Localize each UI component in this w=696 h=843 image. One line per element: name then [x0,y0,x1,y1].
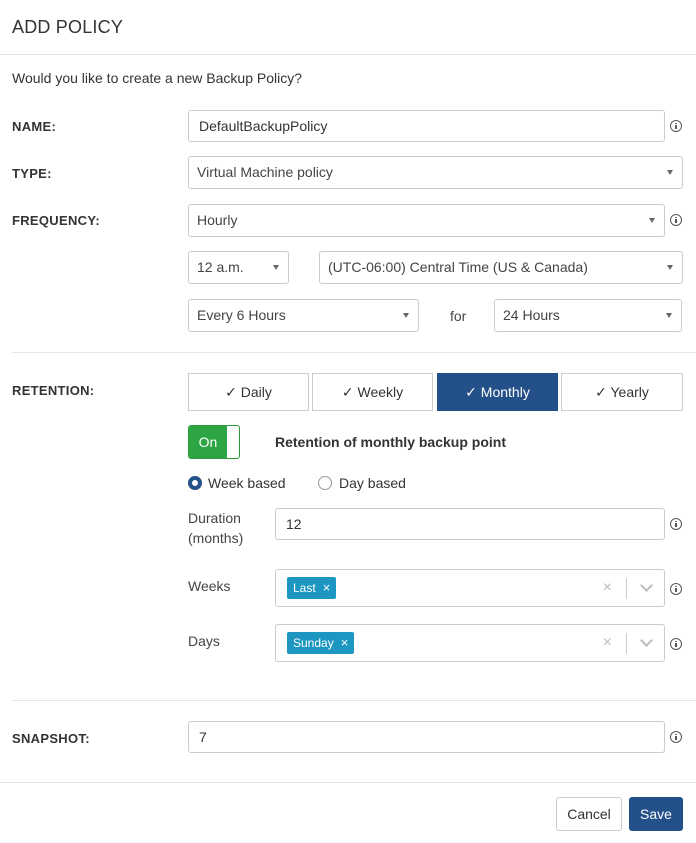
type-select[interactable] [188,156,683,189]
duration-months-label [188,508,243,548]
days-multiselect[interactable] [275,624,665,662]
duration-select[interactable] [494,299,682,332]
clear-icon[interactable]: × [602,579,612,596]
days-label: Days [188,633,220,649]
toggle-on-label: On [189,426,227,458]
retention-title: Retention of monthly backup point [275,434,506,450]
duration-label-line2: (months) [188,530,244,546]
cancel-button[interactable]: Cancel [556,797,622,831]
days-chip-label: Sunday [293,636,334,650]
modal-header [0,0,696,55]
tab-monthly[interactable]: ✓ Monthly [437,373,558,411]
tab-weekly[interactable]: ✓ Weekly [312,373,433,411]
type-select-value: Virtual Machine policy [197,164,333,180]
intro-text: Would you like to create a new Backup Policy? [12,70,303,86]
weeks-label: Weeks [188,578,231,594]
duration-months-input[interactable]: 12 [275,508,665,540]
days-info-icon[interactable] [670,638,682,650]
close-icon[interactable]: × [322,580,331,595]
time-select-value: 12 a.m. [197,259,244,275]
week-based-label[interactable]: Week based [208,475,286,491]
modal-title: ADD POLICY [12,17,124,37]
caret-down-icon [649,218,655,223]
frequency-select[interactable] [188,204,665,237]
for-label: for [450,308,467,324]
name-input[interactable]: DefaultBackupPolicy [188,110,665,142]
chevron-down-icon[interactable] [640,634,653,647]
snapshot-input[interactable]: 7 [188,721,665,753]
divider [12,700,696,701]
separator [626,578,627,599]
save-button[interactable]: Save [629,797,683,831]
retention-toggle[interactable] [188,425,240,459]
week-based-radio[interactable] [188,476,202,490]
weeks-info-icon[interactable] [670,583,682,595]
day-based-label[interactable]: Day based [339,475,406,491]
divider [12,352,696,353]
timezone-select[interactable] [319,251,683,284]
timezone-select-value: (UTC-06:00) Central Time (US & Canada) [328,259,588,275]
day-based-radio[interactable] [318,476,332,490]
caret-down-icon [273,265,279,270]
name-info-icon[interactable] [670,120,682,132]
duration-select-value: 24 Hours [503,307,560,323]
footer-divider [0,782,696,783]
frequency-select-value: Hourly [197,212,238,228]
frequency-info-icon[interactable] [670,214,682,226]
caret-down-icon [666,313,672,318]
interval-select[interactable] [188,299,419,332]
close-icon[interactable]: × [340,635,349,650]
caret-down-icon [403,313,409,318]
caret-down-icon [667,265,673,270]
weeks-chip [287,577,336,599]
duration-info-icon[interactable] [670,518,682,530]
type-label: TYPE: [12,166,52,181]
chevron-down-icon[interactable] [640,579,653,592]
weeks-multiselect[interactable] [275,569,665,607]
clear-icon[interactable]: × [602,634,612,651]
duration-label-line1: Duration [188,510,241,526]
tab-daily[interactable]: ✓ Daily [188,373,309,411]
retention-label: RETENTION: [12,383,95,398]
snapshot-label: SNAPSHOT: [12,731,90,746]
interval-select-value: Every 6 Hours [197,307,286,323]
time-select[interactable] [188,251,289,284]
weeks-chip-label: Last [293,581,316,595]
separator [626,633,627,654]
tab-yearly[interactable]: ✓ Yearly [561,373,683,411]
name-label: NAME: [12,119,57,134]
snapshot-info-icon[interactable] [670,731,682,743]
days-chip [287,632,354,654]
caret-down-icon [667,170,673,175]
frequency-label: FREQUENCY: [12,213,100,228]
